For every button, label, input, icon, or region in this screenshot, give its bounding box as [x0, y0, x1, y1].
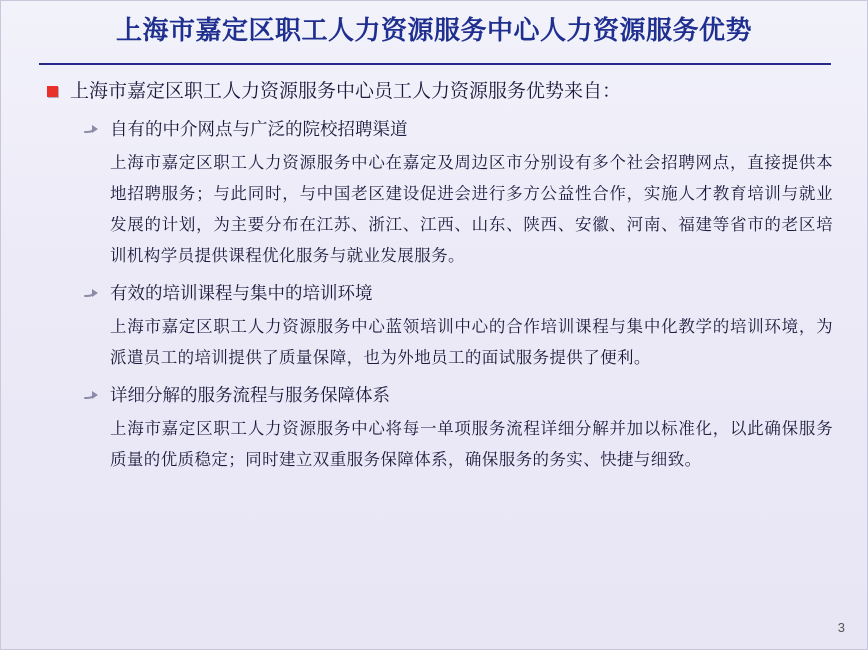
page-number: 3	[837, 620, 845, 635]
section-heading: 有效的培训课程与集中的培训环境	[110, 283, 373, 303]
section-item	[83, 281, 833, 373]
slide-content	[47, 79, 833, 485]
page-title: 上海市嘉定区职工人力资源服务中心人力资源服务优势	[115, 16, 752, 45]
section-body: 上海市嘉定区职工人力资源服务中心在嘉定及周边区市分别设有多个社会招聘网点，直接提供本地招聘服务；与此同时，与中国老区建设促进会进行多方公益性合作，实施人才教育培训与就业发展的计划，为主要分布在江苏、浙江、江西、山东、陕西、安徽、河南、福建等省市的老区培训机构学员提供课程优化服务与就业发展服务。	[110, 153, 833, 265]
title-divider	[39, 63, 831, 65]
slide-title-bar	[1, 13, 867, 49]
square-bullet-icon	[47, 86, 58, 97]
section-heading: 自有的中介网点与广泛的院校招聘渠道	[110, 119, 408, 139]
section-body: 上海市嘉定区职工人力资源服务中心蓝领培训中心的合作培训课程与集中化教学的培训环境，为派遣员工的培训提供了质量保障，也为外地员工的面试服务提供了便利。	[110, 317, 833, 367]
section-heading-row	[83, 281, 833, 305]
section-heading-row	[83, 117, 833, 141]
section-heading-row	[83, 383, 833, 407]
section-heading: 详细分解的服务流程与服务保障体系	[110, 385, 390, 405]
arrow-right-icon	[83, 122, 101, 140]
lead-bullet-item	[47, 79, 833, 105]
arrow-right-icon	[83, 286, 101, 304]
section-body: 上海市嘉定区职工人力资源服务中心将每一单项服务流程详细分解并加以标准化，以此确保服务质量的优质稳定；同时建立双重服务保障体系，确保服务的务实、快捷与细致。	[110, 419, 833, 469]
section-item	[83, 117, 833, 271]
lead-text: 上海市嘉定区职工人力资源服务中心员工人力资源服务优势来自：	[70, 81, 622, 102]
section-item	[83, 383, 833, 475]
arrow-right-icon	[83, 388, 101, 406]
